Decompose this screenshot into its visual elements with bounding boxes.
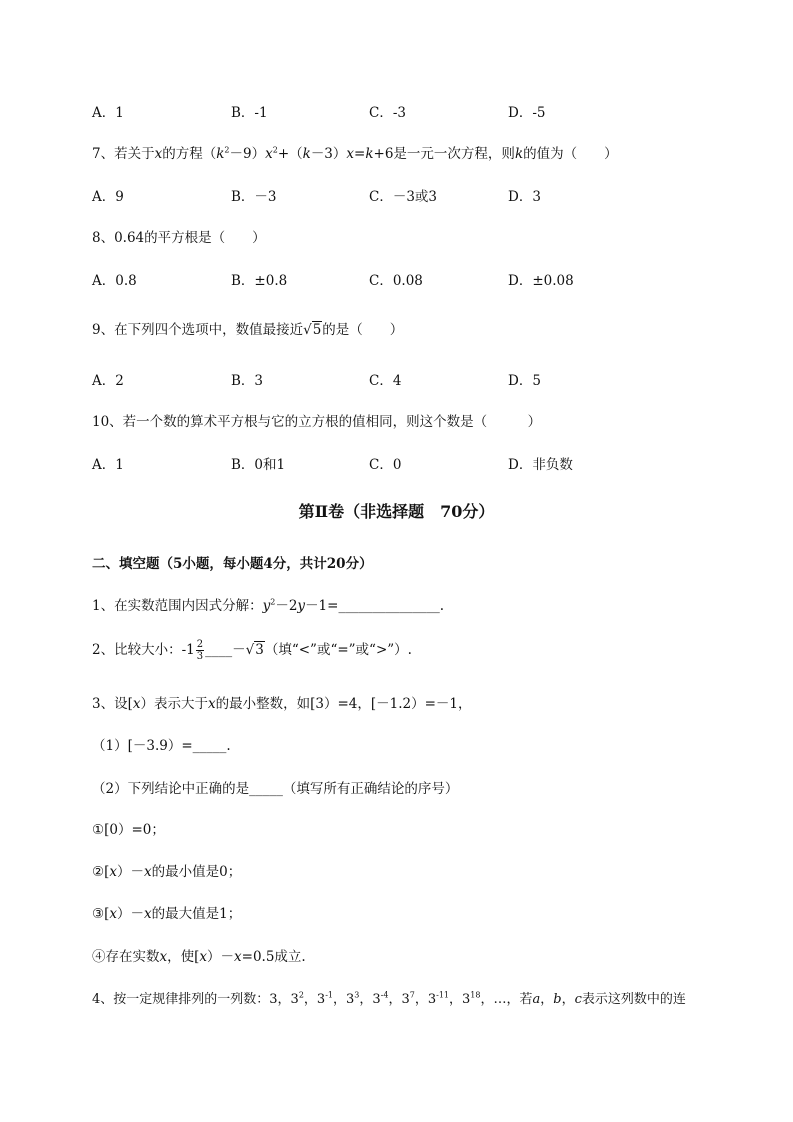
item-text: 的最大值是1； bbox=[151, 906, 242, 922]
var-x: x bbox=[144, 906, 152, 922]
q8-option-c: C．0.08 bbox=[369, 273, 423, 289]
exponent: 2 bbox=[298, 990, 304, 1000]
q9-option-d: D．5 bbox=[508, 373, 541, 389]
fill-q3-item4 bbox=[92, 945, 306, 965]
f2-blank: ____－ bbox=[205, 642, 246, 658]
exponent: 2 bbox=[272, 145, 278, 155]
var-k: k bbox=[216, 146, 225, 162]
section2-heading: 二、填空题（5小题，每小题4分，共计20分） bbox=[92, 556, 373, 572]
q9-option-a: A．2 bbox=[92, 373, 124, 389]
q7-text: 7、若关于 bbox=[92, 146, 155, 162]
q7-option-d: D．3 bbox=[508, 189, 541, 205]
q6-option-d: D．-5 bbox=[508, 105, 546, 121]
fill-q3-item1: ①[0）=0； bbox=[92, 822, 165, 838]
var-a: a bbox=[532, 992, 541, 1007]
f2-text: （填“<”或“=”或“>”）. bbox=[264, 642, 412, 658]
item-text: ）－ bbox=[207, 949, 235, 965]
var-b: b bbox=[553, 992, 562, 1007]
exponent: 7 bbox=[409, 990, 415, 1000]
item-text: ）－ bbox=[117, 906, 144, 922]
item-text: 的最小值是0； bbox=[151, 864, 242, 880]
f4-text: ，3 bbox=[388, 992, 410, 1007]
f4-text: ，3 bbox=[414, 992, 437, 1007]
q6-option-b: B．-1 bbox=[231, 105, 268, 121]
var-x: x bbox=[199, 949, 208, 965]
var-x: x bbox=[346, 146, 355, 162]
fraction-numerator: 2 bbox=[196, 639, 204, 650]
q8-option-d: D．±0.08 bbox=[508, 273, 574, 289]
q10-question: 10、若一个数的算术平方根与它的立方根的值相同，则这个数是（ ） bbox=[92, 414, 542, 430]
q8-options bbox=[92, 269, 712, 289]
q7-text: +（ bbox=[277, 146, 303, 162]
exponent: 18 bbox=[470, 990, 481, 1000]
item-text: ③[ bbox=[92, 906, 110, 922]
var-x: x bbox=[144, 864, 152, 880]
q9-options bbox=[92, 369, 712, 389]
var-x: x bbox=[132, 696, 141, 712]
q9-option-c: C．4 bbox=[369, 373, 402, 389]
item-text: =0.5成立. bbox=[241, 949, 306, 965]
exponent: 3 bbox=[354, 990, 360, 1000]
fill-q3 bbox=[92, 692, 472, 712]
f1-blank: －1=_______________. bbox=[305, 598, 445, 614]
fill-q3-item3 bbox=[92, 902, 241, 922]
q10-options bbox=[92, 453, 712, 473]
f4-text: 4、按一定规律排列的一列数：3，3 bbox=[92, 992, 299, 1007]
q6-option-a: A．1 bbox=[92, 105, 124, 121]
var-y: y bbox=[262, 598, 271, 614]
q7-text: －3） bbox=[310, 146, 347, 162]
f4-text: 表示这列数中的连 bbox=[581, 992, 686, 1007]
item-text: ）－ bbox=[117, 864, 144, 880]
q7-text: 的方程（ bbox=[162, 146, 217, 162]
q7-text: +6是一元一次方程，则 bbox=[373, 146, 515, 162]
f1-text: 1、在实数范围内因式分解： bbox=[92, 598, 263, 614]
q8-option-a: A．0.8 bbox=[92, 273, 137, 289]
exponent: -11 bbox=[436, 990, 449, 1000]
item-text: ②[ bbox=[92, 864, 110, 880]
q7-question bbox=[92, 142, 618, 162]
q7-option-c: C．－3或3 bbox=[369, 189, 438, 205]
q7-text: －9） bbox=[229, 146, 266, 162]
var-c: c bbox=[574, 992, 582, 1007]
q9-text: 9、在下列四个选项中，数值最接近 bbox=[92, 322, 304, 338]
f2-text: 2、比较大小：-1 bbox=[92, 642, 195, 658]
exponent: -1 bbox=[325, 990, 333, 1000]
q7-options bbox=[92, 185, 712, 205]
fill-q1 bbox=[92, 594, 444, 614]
var-x: x bbox=[234, 949, 242, 965]
f4-text: ，3 bbox=[359, 992, 381, 1007]
f4-text: ，…，若 bbox=[480, 992, 533, 1007]
item-text: ④存在实数 bbox=[92, 949, 160, 965]
sqrt-symbol: √3 bbox=[245, 642, 264, 658]
q9-option-b: B．3 bbox=[231, 373, 264, 389]
q6-options bbox=[92, 101, 712, 121]
fraction-denominator: 3 bbox=[196, 651, 204, 662]
f4-text: ，3 bbox=[449, 992, 471, 1007]
q7-option-b: B．－3 bbox=[231, 189, 277, 205]
fill-q4 bbox=[92, 988, 686, 1007]
exponent: 2 bbox=[224, 145, 230, 155]
q8-question: 8、0.64的平方根是（ ） bbox=[92, 230, 266, 246]
q10-option-c: C．0 bbox=[369, 457, 402, 473]
q7-option-a: A．9 bbox=[92, 189, 124, 205]
fill-q3-item2 bbox=[92, 860, 241, 880]
radicand: 3 bbox=[255, 642, 264, 658]
q6-option-c: C．-3 bbox=[369, 105, 406, 121]
var-k: k bbox=[514, 146, 524, 162]
var-x: x bbox=[207, 696, 216, 712]
var-k: k bbox=[365, 146, 374, 162]
f4-text: ， bbox=[540, 992, 554, 1007]
fraction bbox=[196, 639, 204, 662]
exponent: -4 bbox=[380, 990, 389, 1000]
f1-text: －2 bbox=[275, 598, 298, 614]
var-y: y bbox=[297, 598, 306, 614]
q10-option-b: B．0和1 bbox=[231, 457, 286, 473]
radicand: 5 bbox=[312, 322, 322, 338]
item-text: ，使[ bbox=[167, 949, 200, 965]
var-x: x bbox=[159, 949, 168, 965]
f4-text: ， bbox=[561, 992, 575, 1007]
q8-option-b: B．±0.8 bbox=[231, 273, 288, 289]
equals-sign: = bbox=[354, 146, 366, 162]
fill-q2 bbox=[92, 638, 412, 662]
f4-text: ，3 bbox=[303, 992, 326, 1007]
q7-text: 的值为（ ） bbox=[523, 146, 618, 162]
var-x: x bbox=[265, 146, 273, 162]
var-x: x bbox=[154, 146, 163, 162]
q9-text: 的是（ ） bbox=[322, 322, 404, 338]
f4-text: ，3 bbox=[333, 992, 355, 1007]
f3-text: 3、设[ bbox=[92, 696, 133, 712]
fill-q3-sub2: （2）下列结论中正确的是_____（填写所有正确结论的序号） bbox=[92, 781, 459, 797]
var-x: x bbox=[109, 906, 117, 922]
var-k: k bbox=[302, 146, 311, 162]
f3-text: 的最小整数，如[3）=4，[－1.2）=－1， bbox=[215, 696, 472, 712]
q9-question bbox=[92, 318, 403, 338]
var-x: x bbox=[109, 864, 117, 880]
f3-text: ）表示大于 bbox=[140, 696, 208, 712]
fill-q3-sub1: （1）[－3.9）=_____. bbox=[92, 738, 231, 754]
q10-option-d: D．非负数 bbox=[508, 457, 573, 473]
sqrt-symbol: √5 bbox=[303, 322, 322, 338]
exponent: 2 bbox=[270, 597, 276, 607]
q10-option-a: A．1 bbox=[92, 457, 124, 473]
part2-title: 第Ⅱ卷（非选择题 70分） bbox=[298, 502, 495, 521]
